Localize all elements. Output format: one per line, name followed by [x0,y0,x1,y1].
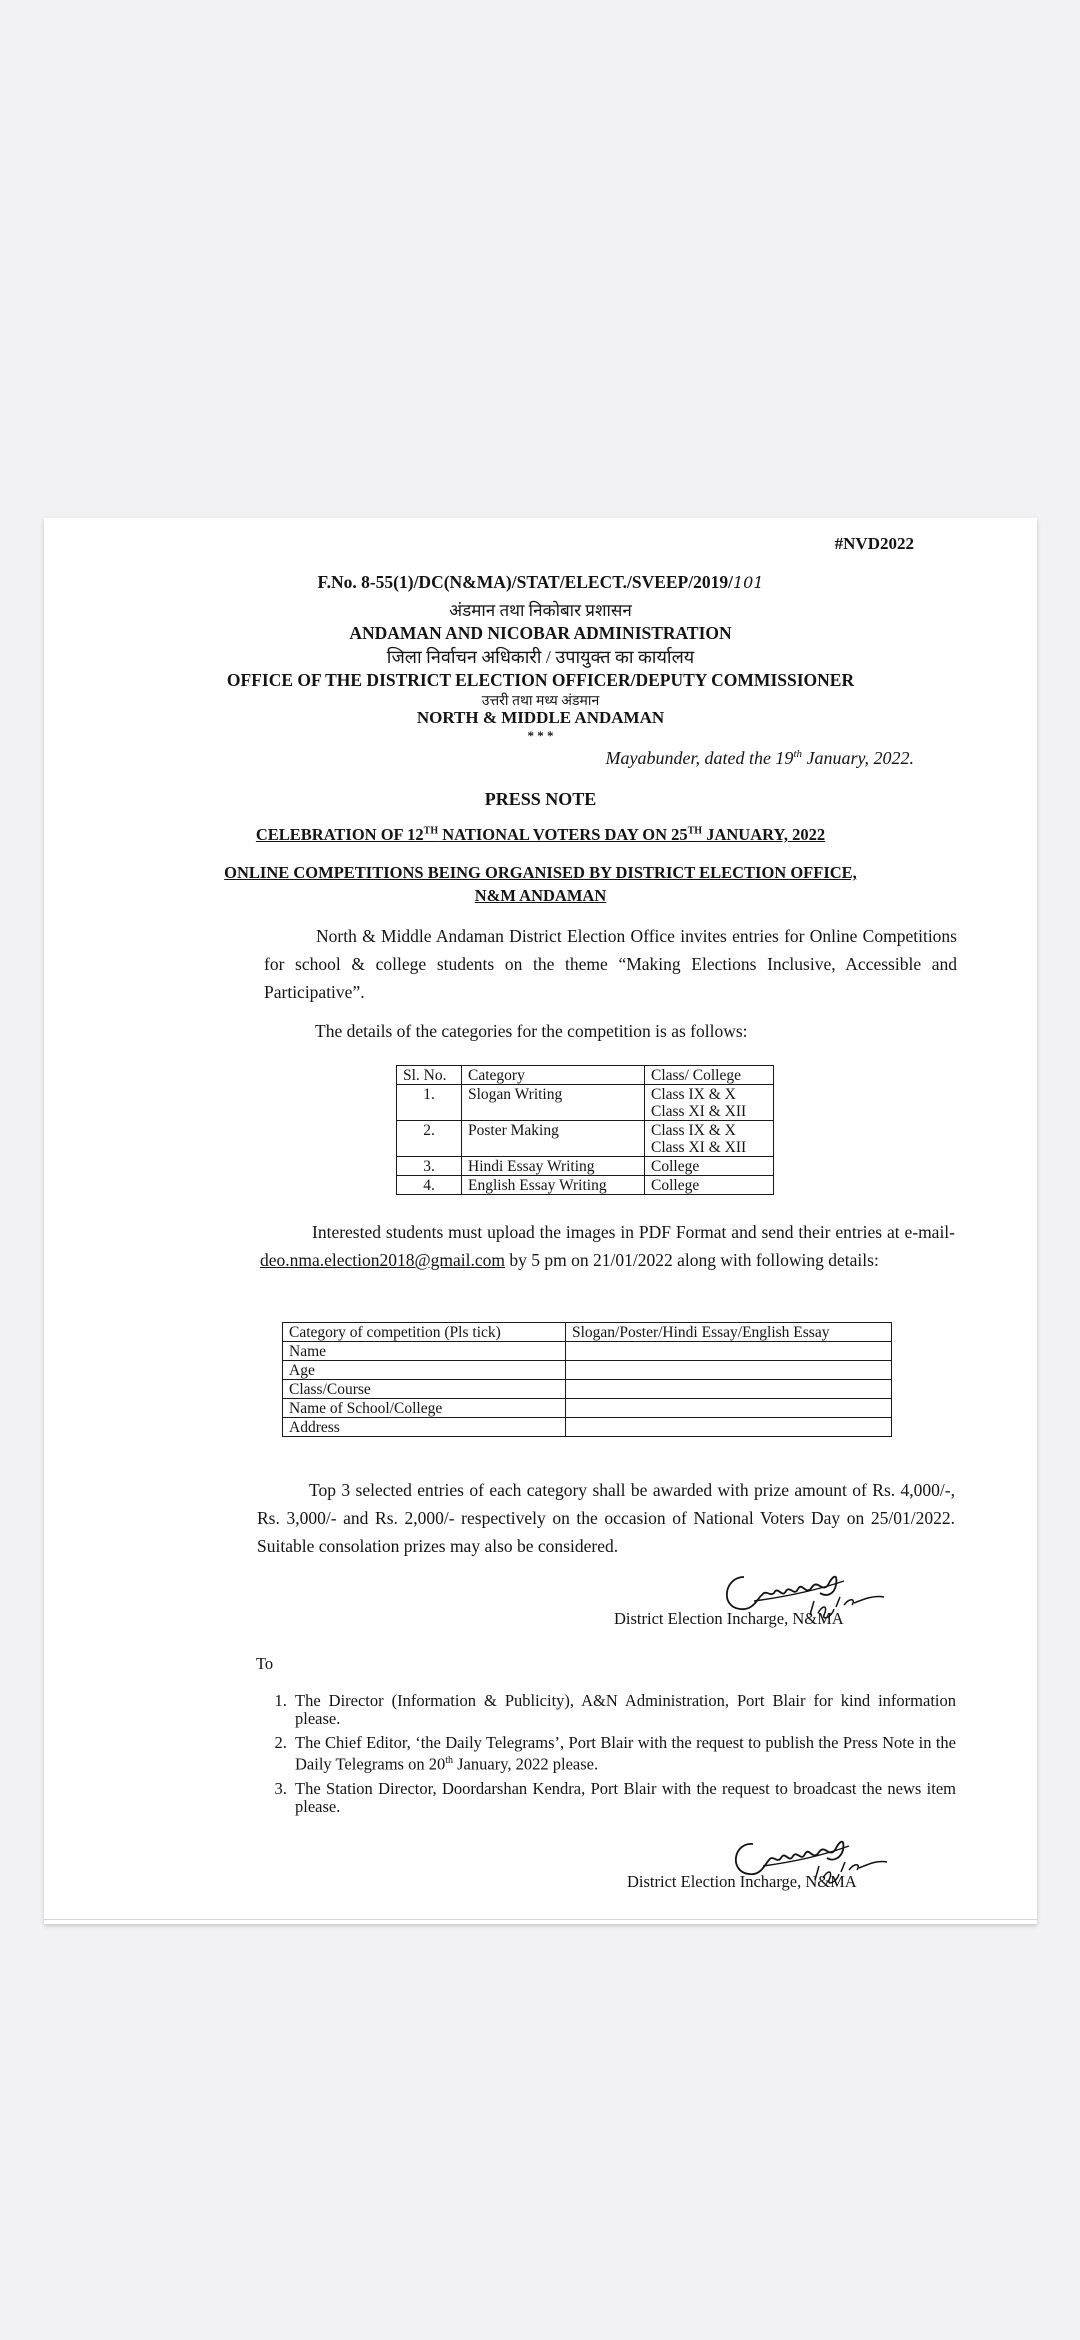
file-number [44,572,1037,593]
list-item: 1. The Director (Information & Publicity), A&N Administration, Port Blair for kind information please. [291,1692,956,1728]
hashtag: #NVD2022 [834,534,914,553]
subtitle-celebration [44,825,1037,845]
class-line: Class XI & XII [651,1103,747,1120]
list-item: 3. The Station Director, Doordarshan Kendra, Port Blair with the request to broadcast the news item please. [291,1780,956,1816]
subtitle-online-line2: N&M ANDAMAN [474,886,607,905]
categories-table [396,1065,774,1195]
submission-text: by 5 pm on 21/01/2022 along with following details: [505,1250,879,1270]
list-item [291,1734,956,1774]
table-cell: 2. [397,1121,462,1157]
recipient-text: The Chief Editor, ‘the Daily Telegrams’, Port Blair with the request to publish the Press Note in the Daily Telegrams on 20 [295,1733,956,1774]
details-field-label: Name [283,1342,566,1361]
signature-1-designation: District Election Incharge, N&MA [614,1609,844,1628]
subtitle-sup: TH [423,825,439,837]
categories-intro: The details of the categories for the competition is as follows: [315,1021,748,1041]
admin-hindi: अंडमान तथा निकोबार प्रशासन [449,601,632,620]
intro-paragraph: North & Middle Andaman District Election Office invites entries for Online Competitions for school & college students on the theme “Making Elections Inclusive, Accessible and Participative”. [264,926,957,1002]
recipient-sup: th [445,1755,453,1766]
document-page [44,518,1037,1924]
file-number-text: F.No. 8-55(1)/DC(N&MA)/STAT/ELECT./SVEEP/2019/ [317,572,733,592]
table-row [397,1085,774,1121]
dated-line [605,748,914,769]
details-row [283,1342,892,1361]
dated-suffix: January, 2022. [802,748,914,768]
table-header-row [397,1066,774,1085]
details-row [283,1399,892,1418]
details-table [282,1322,892,1437]
details-header-value: Slogan/Poster/Hindi Essay/English Essay [566,1323,892,1342]
details-field-value [566,1380,892,1399]
district-english: NORTH & MIDDLE ANDAMAN [416,708,665,727]
table-row [397,1176,774,1195]
details-field-value [566,1361,892,1380]
table-header: Class/ College [645,1066,774,1085]
details-header-row [283,1323,892,1342]
details-field-value [566,1418,892,1437]
subtitle-part: CELEBRATION OF 12 [255,825,424,844]
table-cell: Slogan Writing [462,1085,645,1121]
prize-paragraph: Top 3 selected entries of each category shall be awarded with prize amount of Rs. 4,000/-, Rs. 3,000/- and Rs. 2,000/- respectively on the occasion of National Voters Day on 25/01/2022. Suitable consolation prizes may also be considered. [257,1480,955,1556]
details-field-label: Class/Course [283,1380,566,1399]
class-line: Class IX & X [651,1122,736,1139]
details-row [283,1418,892,1437]
table-cell: English Essay Writing [462,1176,645,1195]
details-field-value [566,1342,892,1361]
subtitle-part: JANUARY, 2022 [702,825,826,844]
subtitle-part: NATIONAL VOTERS DAY ON 25 [438,825,688,844]
table-cell: 4. [397,1176,462,1195]
table-cell: Hindi Essay Writing [462,1157,645,1176]
signature-2-designation: District Election Incharge, N&MA [627,1872,857,1891]
table-cell [645,1085,774,1121]
details-field-value [566,1399,892,1418]
dated-sup: th [793,748,802,760]
district-hindi: उत्तरी तथा मध्य अंडमान [481,694,600,709]
page-title: PRESS NOTE [484,789,597,809]
subtitle-sup: TH [687,825,703,837]
table-cell: Poster Making [462,1121,645,1157]
details-field-label: Address [283,1418,566,1437]
recipient-text: January, 2022 please. [453,1754,599,1774]
table-row [397,1121,774,1157]
submission-paragraph [260,1218,955,1274]
table-cell: 1. [397,1085,462,1121]
to-label: To [256,1654,274,1673]
submission-text: Interested students must upload the images in PDF Format and send their entries at e-mail- [312,1222,955,1242]
scan-edge-divider [44,1919,1037,1920]
subtitle-online-line1: ONLINE COMPETITIONS BEING ORGANISED BY DISTRICT ELECTION OFFICE, [224,863,857,882]
details-field-label: Name of School/College [283,1399,566,1418]
separator-stars: * * * [527,728,554,743]
class-line: Class XI & XII [651,1139,747,1156]
details-field-label: Age [283,1361,566,1380]
table-header: Category [462,1066,645,1085]
table-cell: College [645,1176,774,1195]
details-row [283,1380,892,1399]
recipients-list [254,1692,956,1822]
details-row [283,1361,892,1380]
table-cell [645,1121,774,1157]
office-english: OFFICE OF THE DISTRICT ELECTION OFFICER/DEPUTY COMMISSIONER [226,670,855,690]
table-cell: 3. [397,1157,462,1176]
email-link[interactable]: deo.nma.election2018@gmail.com [260,1250,506,1270]
class-line: Class IX & X [651,1086,736,1103]
dated-text: Mayabunder, dated the 19 [605,748,794,768]
table-header: Sl. No. [397,1066,462,1085]
admin-english: ANDAMAN AND NICOBAR ADMINISTRATION [349,623,732,643]
table-row [397,1157,774,1176]
office-hindi: जिला निर्वाचन अधिकारी / उपायुक्त का कार्यालय [386,647,695,667]
table-cell: College [645,1157,774,1176]
details-header-label: Category of competition (Pls tick) [283,1323,566,1342]
file-number-handwritten: 101 [732,573,764,592]
